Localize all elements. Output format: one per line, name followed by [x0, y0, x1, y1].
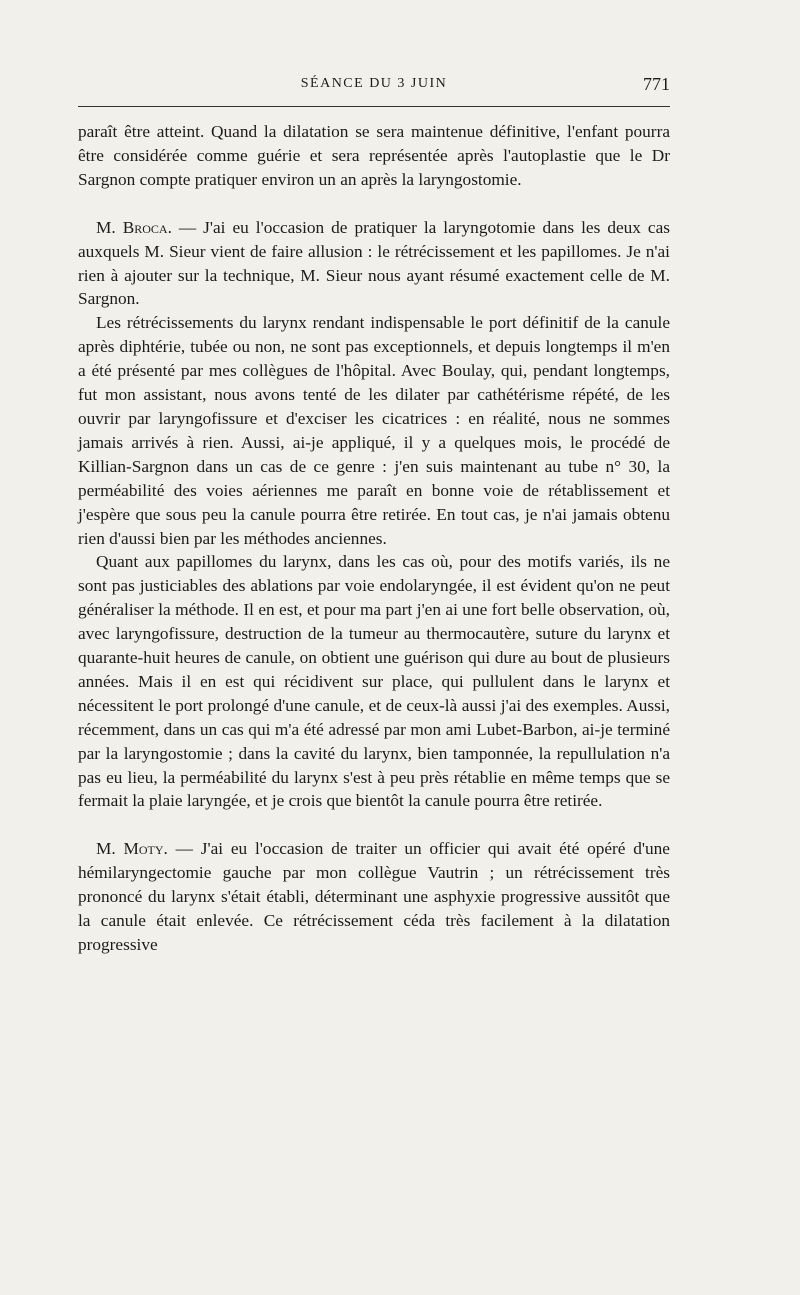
speaker-name: Moty — [123, 839, 164, 859]
running-header — [78, 74, 670, 96]
body-text — [78, 120, 670, 957]
speaker-prefix: M. — [96, 217, 123, 237]
header-title: SÉANCE DU 3 JUIN — [300, 76, 448, 91]
header-rule — [78, 106, 670, 107]
paragraph-4: Quant aux papillomes du larynx, dans les cas où, pour des motifs variés, ils ne sont pas justiciables des ablations par voie endolaryngée, il est évident qu'on ne peut généraliser la méthode. Il en est, et pour ma part j'en ai une fort belle observation, où, avec laryngofissure, destruction de la tumeur au thermocautère, suture du larynx et quarante-huit heures de canule, on obtient une guérison qui dure au bout de plusieurs années. Mais il en est qui récidivent sur place, qui pullulent dans le larynx et nécessitent le port prolongé d'une canule, et de ceux-là aussi j'ai des exemples. Aussi, récemment, dans un cas qui m'a été adressé par mon ami Lubet-Barbon, ai-je terminé par la laryngostomie ; dans la cavité du larynx, bien tamponnée, la repullulation n'a pas eu lieu, la perméabilité du larynx s'est à peu près rétablie en même temps que se fermait la plaie laryngée, et je crois que bientôt la canule pourra être retirée. — [78, 552, 670, 811]
speaker-prefix: M. — [96, 839, 124, 859]
page-number: 771 — [643, 74, 670, 94]
paragraph-2-text: . — J'ai eu l'occasion de pratiquer la laryngotomie dans les deux cas auxquels M. Sieur vient de faire allusion : le rétrécissement et les papillomes. Je n'ai rien à ajouter sur la technique, M. Sieur nous ayant résumé exactement celle de M. Sargnon. — [78, 217, 670, 309]
paragraph-1: paraît être atteint. Quand la dilatation se sera maintenue définitive, l'enfant pourra être considérée comme guérie et sera représentée après l'autoplastie que le Dr Sargnon compte pratiquer environ un an après la laryngostomie. — [78, 122, 670, 189]
paragraph-5 — [78, 837, 670, 957]
speaker-name: Broca — [122, 217, 168, 237]
paragraph-2 — [78, 216, 670, 312]
paragraph-5-text: . — J'ai eu l'occasion de traiter un officier qui avait été opéré d'une hémilaryngectomie gauche par mon collègue Vautrin ; un rétrécissement très prononcé du larynx s'était établi, déterminant une asphyxie progressive aussitôt que la canule était enlevée. Ce rétrécissement céda très facilement à la dilatation progressive — [78, 839, 670, 954]
paragraph-3: Les rétrécissements du larynx rendant indispensable le port définitif de la canule après diphtérie, tubée ou non, ne sont pas exceptionnels, et depuis longtemps il m'en a été présenté par mes collègues de l'hôpital. Avec Boulay, qui, pendant longtemps, fut mon assistant, nous avons tenté de les dilater par cathétérisme répété, de les ouvrir par laryngofissure et d'exciser les cicatrices : en réalité, nous ne sommes jamais arrivés à rien. Aussi, ai-je appliqué, il y a quelques mois, le procédé de Killian-Sargnon dans un cas de ce genre : j'en suis maintenant au tube n° 30, la perméabilité des voies aériennes me paraît en bonne voie de rétablissement et j'espère que sous peu la canule pourra être retirée. En tout cas, je n'ai jamais obtenu rien d'aussi bien par les méthodes anciennes. — [78, 313, 670, 548]
